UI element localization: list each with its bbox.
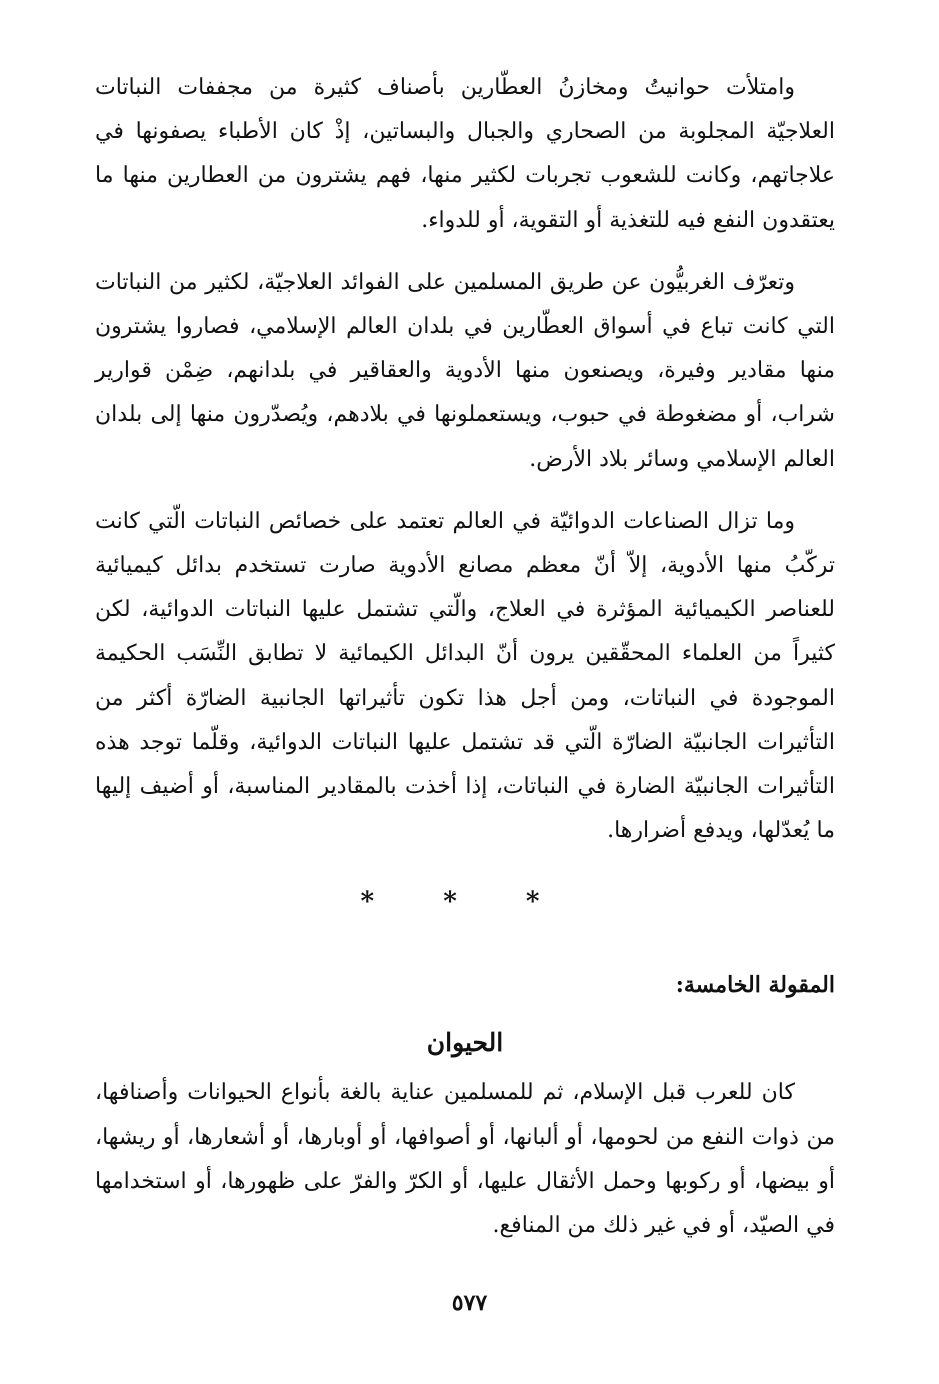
paragraph-animals: كان للعرب قبل الإسلام، ثم للمسلمين عناية بالغة بأنواع الحيوانات وأصنافها، من ذوات النفع من لحومها، أو ألبانها، أو أصوافها، أو أوبارها، أو أشعارها، أو ريشها، أو بيضها، أو ركوبها وحمل الأثقال عليها، أو الكرّ والفرّ على ظهورها، أو استخدامها في الصيّد، أو في غير ذلك من المنافع. (95, 1080, 835, 1239)
paragraph-pharmaceutical-industry: وما تزال الصناعات الدوائيّة في العالم تعتمد على خصائص النباتات الّتي كانت تركّبُ منها الأدوية، إلاّ أنّ معظم مصانع الأدوية صارت تستخدم بدائل كيميائية للعناصر الكيميائية المؤثرة في العلاج، والّتي تشتمل عليها النباتات الدوائية، لكن كثيراً من العلماء المحقّقين يرون أنّ البدائل الكيمائية لا تطابق النِّسَب الحكيمة الموجودة في النباتات، ومن أجل هذا تكون تأثيراتها الجانبية الضارّة أكثر من التأثيرات الجانبيّة الضارّة الّتي قد تشتمل عليها النباتات الدوائية، وقلّما توجد هذه التأثيرات الجانبيّة الضارة في النباتات، إذا أخذت بالمقادير المناسبة، أو أضيف إليها ما يُعدّلها، ويدفع أضرارها. (95, 508, 835, 844)
paragraph-herbal-shops: وامتلأت حوانيتُ ومخازنُ العطّارين بأصناف كثيرة من مجففات النباتات العلاجيّة المجلوبة من الصحاري والجبال والبساتين، إذْ كان الأطباء يصفونها في علاجاتهم، وكانت للشعوب تجربات لكثير منها، فهم يشترون من العطارين منها ما يعتقدون النفع فيه للتغذية أو التقوية، أو للدواء. (95, 75, 835, 233)
section-title: الحيوان (426, 1028, 504, 1058)
section-separator: * * * (360, 887, 570, 918)
page-number: ٥٧٧ (451, 1290, 488, 1316)
page-body (95, 66, 835, 1266)
section-label: المقولة الخامسة: (675, 972, 835, 999)
paragraph-western-knowledge: وتعرّف الغربيُّون عن طريق المسلمين على الفوائد العلاجيّة، لكثير من النباتات التي كانت تباع في أسواق العطّارين في بلدان العالم الإسلامي، فصاروا يشترون منها مقادير وفيرة، ويصنعون منها الأدوية والعقاقير في بلدانهم، ضِمْن قوارير شراب، أو مضغوطة في حبوب، ويستعملونها في بلادهم، ويُصدّرون منها إلى بلدان العالم الإسلامي وسائر بلاد الأرض. (95, 269, 835, 472)
